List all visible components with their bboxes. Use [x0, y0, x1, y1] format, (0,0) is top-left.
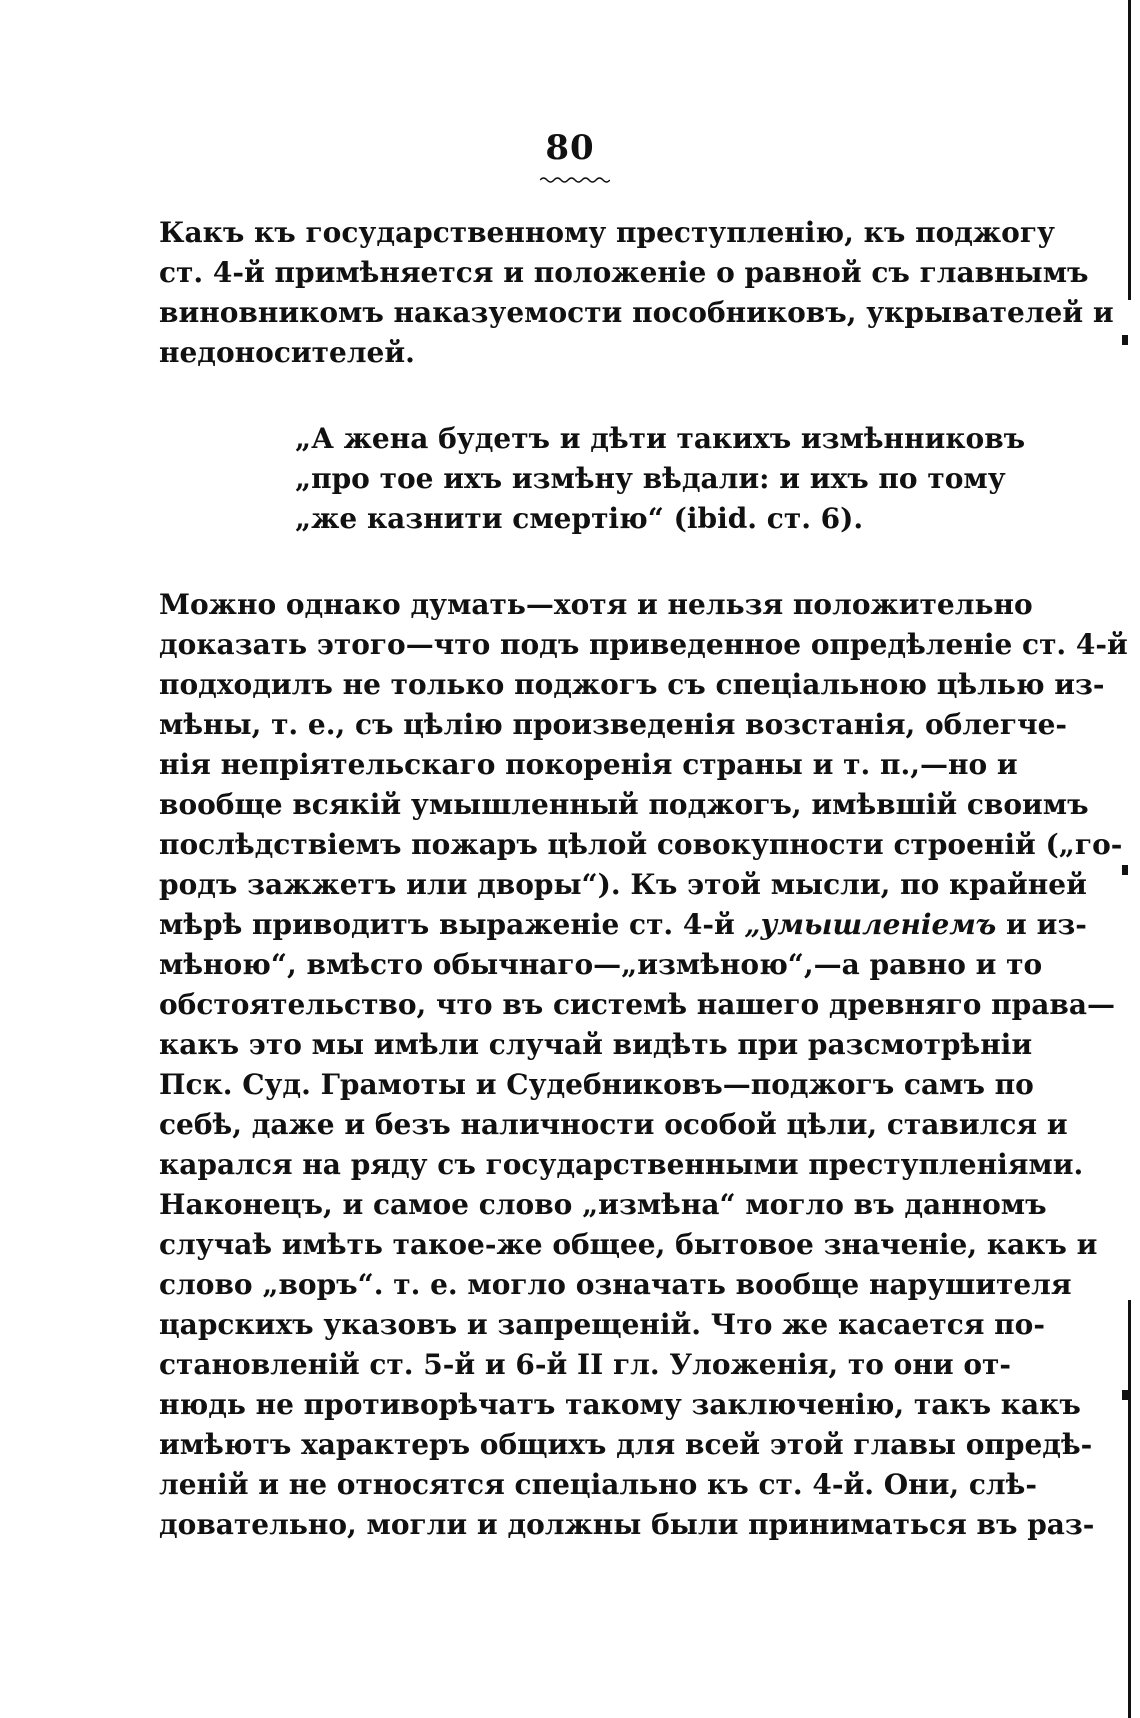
text-line: мѣны, т. е., съ цѣлію произведенія возстанія, облегче- [159, 708, 1068, 741]
text-line: нія непріятельскаго покоренія страны и т. п.,—но и [159, 748, 1018, 781]
scan-edge-mark [1122, 1390, 1128, 1400]
text-line: вообще всякій умышленный поджогъ, имѣвшій своимъ [159, 788, 1089, 821]
quote-line: „про тое ихъ измѣну вѣдали: и ихъ по тому [295, 462, 1006, 495]
scan-edge-line [1128, 0, 1131, 300]
text-line: случаѣ имѣть такое-же общее, бытовое значеніе, какъ и [159, 1228, 1098, 1261]
text-segment: мѣрѣ приводитъ выраженіе ст. 4-й [159, 908, 735, 941]
text-line: доказать этого—что подъ приведенное опредѣленіе ст. 4-й [159, 628, 1128, 661]
scan-edge-mark [1122, 335, 1128, 345]
text-segment: и из- [1006, 908, 1087, 941]
text-line: имѣютъ характеръ общихъ для всей этой главы опредѣ- [159, 1428, 1093, 1461]
emphasized-word: „умышленіемъ [744, 908, 997, 941]
text-line: карался на ряду съ государственными преступленіями. [159, 1148, 1084, 1181]
quote-line: „А жена будетъ и дѣти такихъ измѣнниковъ [295, 422, 1026, 455]
text-line: становленій ст. 5-й и 6-й II гл. Уложенія, то они от- [159, 1348, 1012, 1381]
text-line: себѣ, даже и безъ наличности особой цѣли, ставился и [159, 1108, 1068, 1141]
text-line: слово „воръ“. т. е. могло означать вообще нарушителя [159, 1268, 1072, 1301]
scan-edge-mark [1122, 865, 1128, 875]
text-line: царскихъ указовъ и запрещеній. Что же касается по- [159, 1308, 1045, 1341]
paragraph-2 [159, 585, 1128, 1545]
text-line: леній и не относятся спеціально къ ст. 4-й. Они, слѣ- [159, 1468, 1037, 1501]
scan-edge-line [1128, 1300, 1131, 1718]
text-line: Какъ къ государственному преступленію, къ поджогу [159, 216, 1055, 249]
text-line: нюдь не противорѣчатъ такому заключенію, такъ какъ [159, 1388, 1081, 1421]
text-line: Пск. Суд. Грамоты и Судебниковъ—поджогъ самъ по [159, 1068, 1034, 1101]
text-line: какъ это мы имѣли случай видѣть при разсмотрѣніи [159, 1028, 1033, 1061]
text-line-with-emphasis [159, 905, 1087, 945]
page-number: 80 [545, 128, 595, 168]
text-line: мѣною“, вмѣсто обычнаго—„измѣною“,—а равно и то [159, 948, 1043, 981]
page-number-ornament [540, 176, 610, 184]
text-line: недоносителей. [159, 336, 415, 369]
text-line: родъ зажжетъ или дворы“). Къ этой мысли, по крайней [159, 868, 1087, 901]
block-quote [295, 419, 1026, 539]
text-line: ст. 4-й примѣняется и положеніе о равной съ главнымъ [159, 256, 1089, 289]
text-line: обстоятельство, что въ системѣ нашего древняго права— [159, 988, 1115, 1021]
text-line: виновникомъ наказуемости пособниковъ, укрывателей и [159, 296, 1114, 329]
quote-line: „же казнити смертію“ (ibid. ст. 6). [295, 502, 864, 535]
text-line: Можно однако думать—хотя и нельзя положительно [159, 588, 1033, 621]
text-line: довательно, могли и должны были приниматься въ раз- [159, 1508, 1095, 1541]
paragraph-1 [159, 213, 1114, 373]
text-line: послѣдствіемъ пожаръ цѣлой совокупности строеній („го- [159, 828, 1123, 861]
text-line: подходилъ не только поджогъ съ спеціальною цѣлью из- [159, 668, 1105, 701]
text-line: Наконецъ, и самое слово „измѣна“ могло въ данномъ [159, 1188, 1047, 1221]
